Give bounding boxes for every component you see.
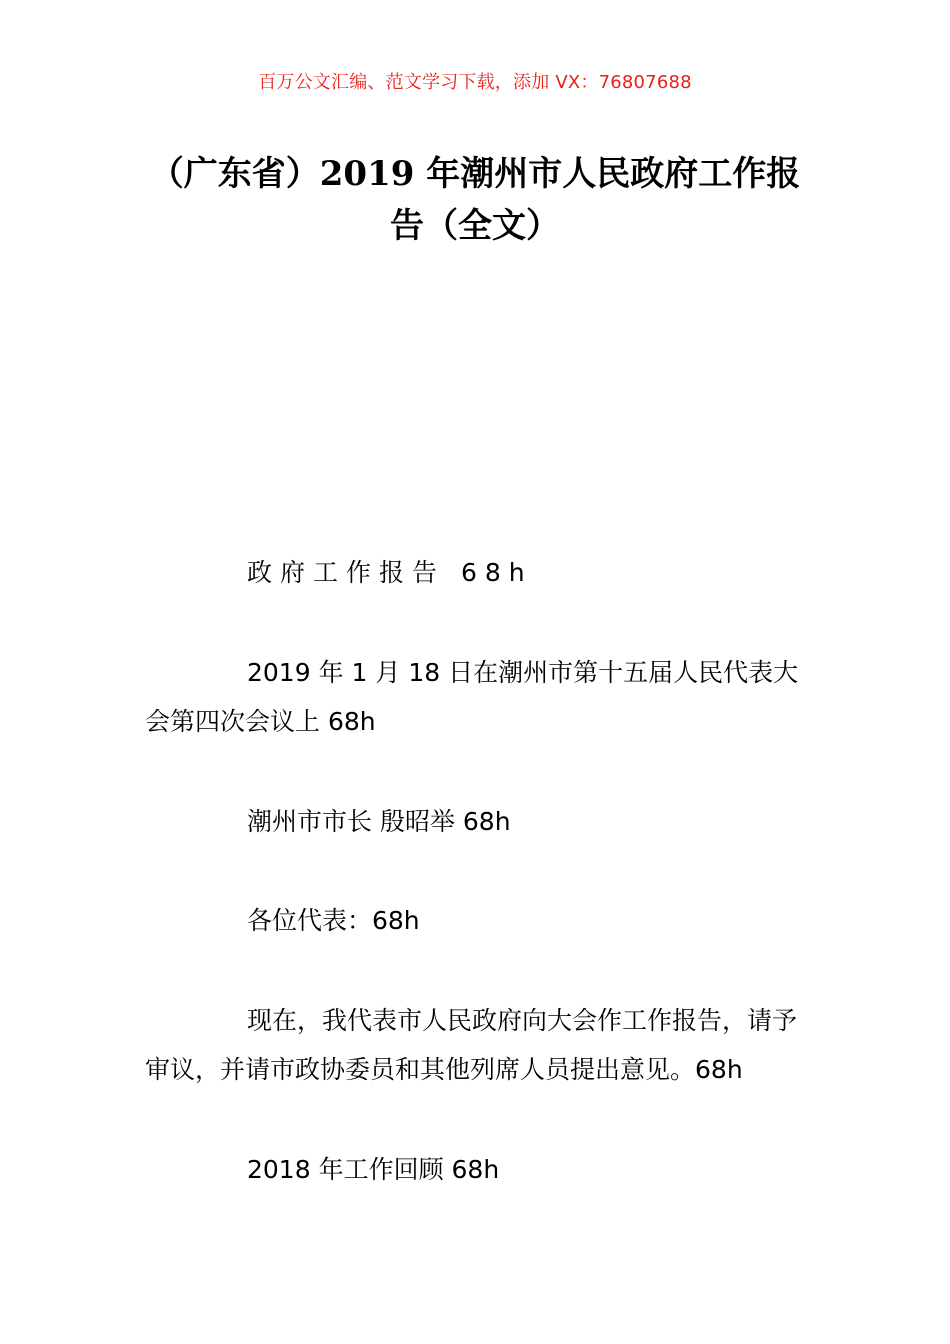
meeting-date-paragraph: 2019 年 1 月 18 日在潮州市第十五届人民代表大会第四次会议上 68h [145,658,799,736]
salutation-paragraph: 各位代表：68h [247,906,420,935]
header-watermark-note: 百万公文汇编、范文学习下载，添加 VX：76807688 [258,72,692,93]
intro-paragraph: 现在，我代表市人民政府向大会作工作报告，请予审议，并请市政协委员和其他列席人员提出意见。68h [145,1006,798,1084]
document-title: （广东省）2019 年潮州市人民政府工作报告（全文） [149,154,801,246]
section-heading-paragraph: 2018 年工作回顾 68h [247,1155,500,1184]
speaker-paragraph: 潮州市市长 殷昭举 68h [247,807,511,836]
report-heading-paragraph: 政府工作报告 68h [247,558,533,587]
